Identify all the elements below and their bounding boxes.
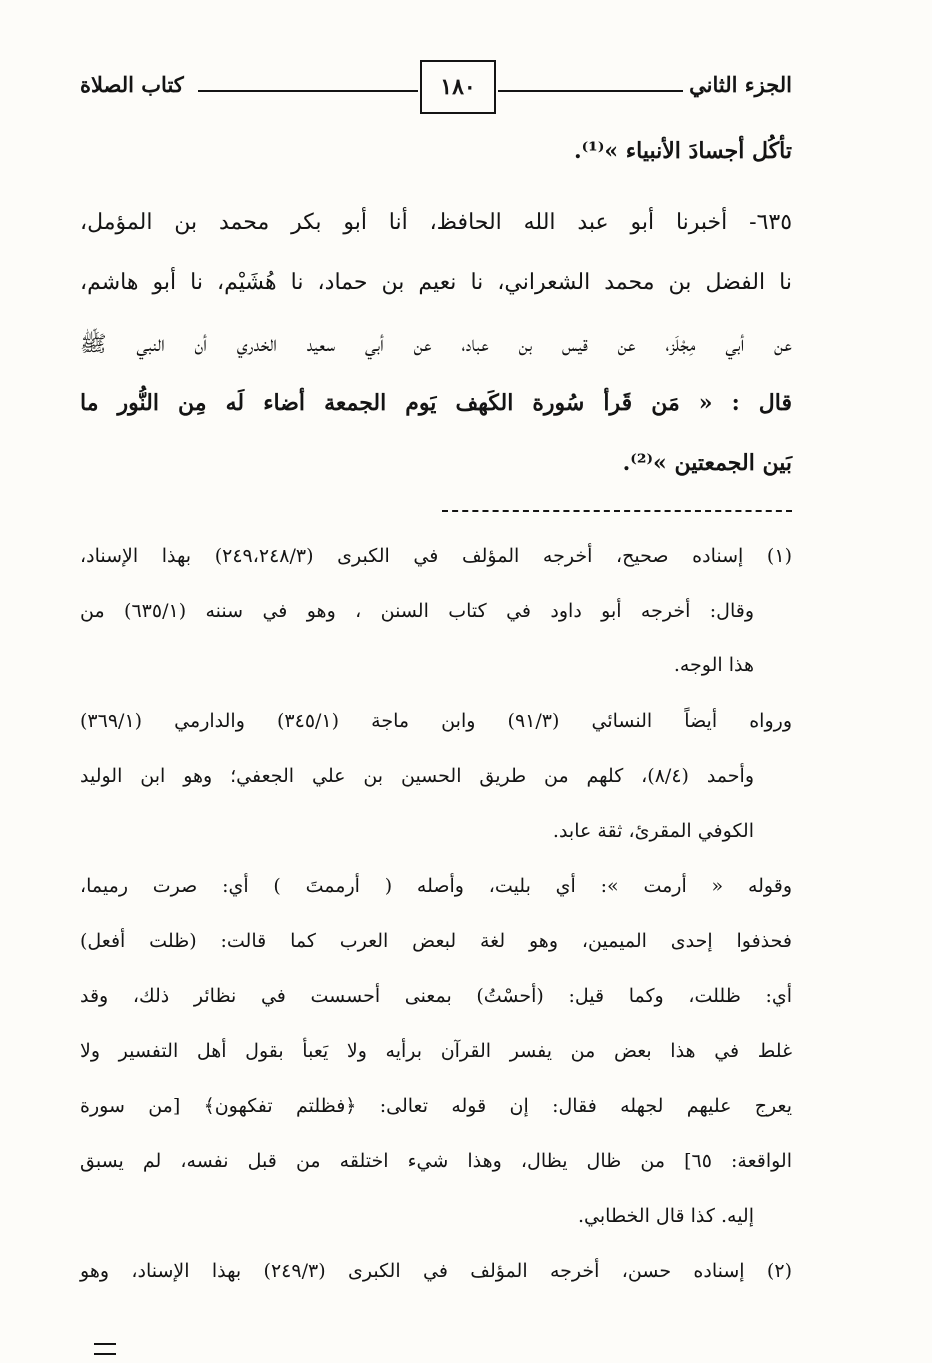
continuation-mark	[94, 1343, 116, 1355]
chapter-title: كتاب الصلاة	[80, 72, 184, 97]
footnote-divider	[442, 510, 792, 512]
body-line: ٦٣٥- أخبرنا أبو عبد الله الحافظ، أنا أبو بكر محمد بن المؤمل،	[80, 210, 793, 235]
body-line: بَين الجمعتين »⁽²⁾.	[622, 450, 792, 476]
volume-title: الجزء الثاني	[689, 72, 792, 97]
footnote-line: وأحمد (٨/٤)، كلهم من طريق الحسين بن علي الجعفي؛ وهو ابن الوليد	[80, 765, 754, 787]
footnote-line: الواقعة: ٦٥] من ظال يظال، وهذا شيء اختلقه من قبل نفسه، لم يسبق	[80, 1150, 792, 1172]
footnote-line: وقال: أخرجه أبو داود في كتاب السنن ، وهو في سننه (٦٣٥/١) من	[80, 600, 755, 622]
footnote-line: هذا الوجه.	[673, 654, 754, 676]
footnote-line: (١) إسناده صحيح، أخرجه المؤلف في الكبرى (٢٤٩،٢٤٨/٣) بهذا الإسناد،	[80, 545, 792, 567]
book-page	[80, 60, 792, 1350]
footnote-line: أي: ظللت، وكما قيل: (أحسْتُ) بمعنى أحسست في نظائر ذلك، وقد	[80, 985, 792, 1007]
footnote-line: وقوله « أرمت »: أي بليت، وأصله ( أرممتَ ) أي: صرت رميما،	[80, 875, 792, 897]
footnote-line: (٢) إسناده حسن، أخرجه المؤلف في الكبرى (٢٤٩/٣) بهذا الإسناد، وهو	[80, 1260, 792, 1282]
footnote-line: إليه. كذا قال الخطابي.	[578, 1205, 754, 1227]
body-line: نا الفضل بن محمد الشعراني، نا نعيم بن حماد، نا هُشَيْم، نا أبو هاشم،	[80, 270, 792, 295]
footnote-line: الكوفي المقرئ، ثقة عابد.	[552, 820, 754, 842]
body-line: عن أبي مِجْلَز، عن قيس بن عباد، عن أبي سعيد الخدري أن النبي ﷺ	[80, 332, 792, 357]
body-line: قال : « مَن قَرأ سُورة الكَهف يَوم الجمعة أضاء لَه مِن النُّور ما	[80, 390, 792, 416]
footnote-line: يعرج عليهم لجهله فقال: إن قوله تعالى: ﴿فظلتم تفكهون﴾ [من سورة	[80, 1095, 792, 1117]
header-rule-right	[498, 90, 683, 92]
body-line: تأكُل أجسادَ الأنبياء »⁽¹⁾.	[573, 138, 792, 164]
header-rule-left	[198, 90, 418, 92]
footnote-line: غلط في هذا بعض من يفسر القرآن برأيه ولا يَعبأ بقول أهل التفسير ولا	[80, 1040, 792, 1062]
running-header	[80, 60, 792, 118]
footnote-line: فحذفوا إحدى الميمين، وهو لغة لبعض العرب كما قالت: (ظلت أفعل)	[80, 930, 792, 952]
footnote-line: ورواه أيضاً النسائي (٩١/٣) وابن ماجة (٣٤٥/١) والدارمي (٣٦٩/١)	[80, 710, 792, 732]
page-number: ١٨٠	[420, 60, 496, 114]
